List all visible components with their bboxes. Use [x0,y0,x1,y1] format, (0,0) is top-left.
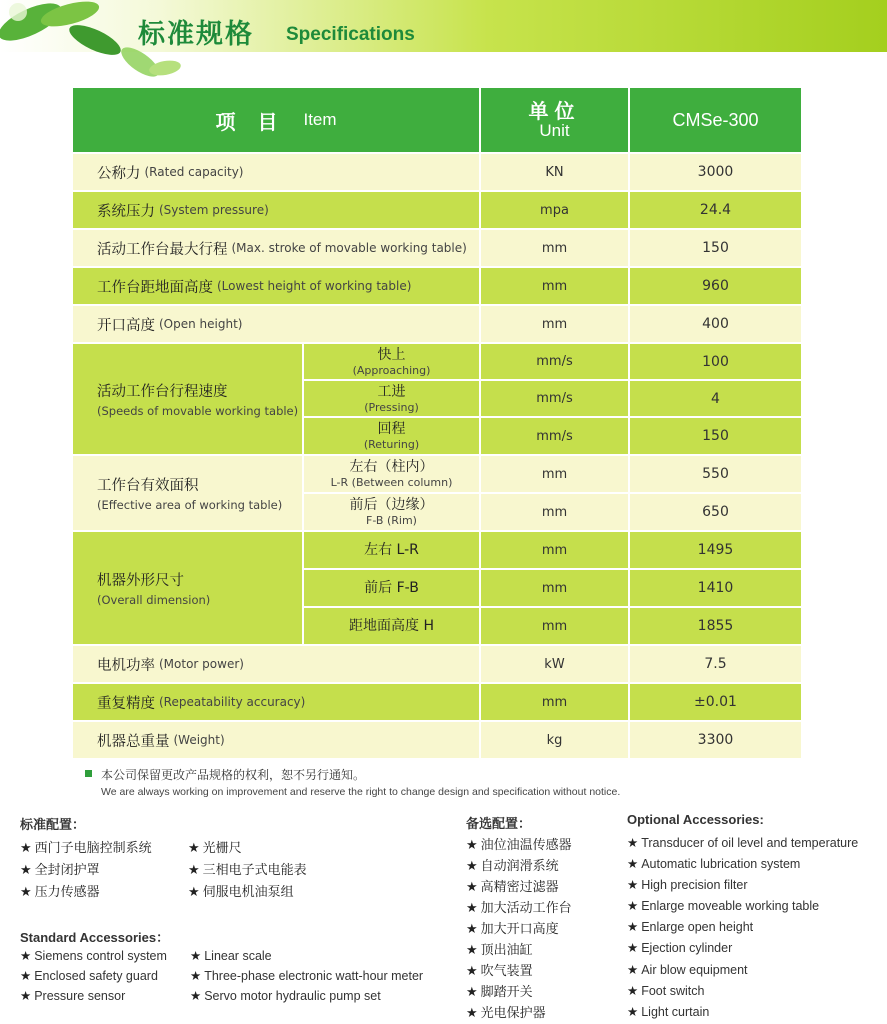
table-row [73,532,801,568]
page-title-cn: 标准规格 [138,19,254,50]
star-bullet-icon: ★ [20,969,32,983]
list-item: ★ 吹气装置 [466,964,533,979]
row-value: 3300 [630,722,801,758]
sub-label-cn: 前后（边缘） [349,497,434,513]
star-bullet-icon: ★ [188,863,200,878]
star-bullet-icon: ★ [466,964,478,979]
star-bullet-icon: ★ [627,836,639,850]
table-row [73,192,801,228]
sub-label-en: L-R (Between column) [330,476,453,489]
table-row [73,306,801,342]
row-value: ±0.01 [630,684,801,720]
row-value: 3000 [630,154,801,190]
list-item: ★ Three-phase electronic watt-hour meter [190,969,424,983]
star-bullet-icon: ★ [20,841,32,856]
row-label-en: (Repeatability accuracy) [159,695,306,709]
row-label-en: (Lowest height of working table) [217,279,412,293]
row-value: 550 [630,456,801,492]
note-en: We are always working on improvement and reserve the right to change design and specification without notice. [101,786,621,798]
row-label-cn: 电机功率 [97,657,155,674]
list-item: ★ 三相电子式电能表 [188,863,307,878]
row-unit: KN [481,154,628,190]
table-header-row [73,88,801,152]
star-bullet-icon: ★ [20,989,32,1003]
list-item: ★ Transducer of oil level and temperature [627,836,859,850]
row-value: 960 [630,268,801,304]
row-unit: mpa [481,192,628,228]
standard-en-title: Standard Accessories： [20,930,170,945]
row-label-cn: 公称力 [97,165,141,182]
list-item: ★ 光电保护器 [466,1006,546,1021]
sub-label-cn: 左右 L-R [364,541,419,558]
star-bullet-icon: ★ [466,901,478,916]
row-value: 100 [630,344,801,379]
row-value: 400 [630,306,801,342]
row-unit: kg [481,722,628,758]
row-label-cn: 重复精度 [97,695,155,712]
row-unit: mm [481,268,628,304]
list-item: ★ 顶出油缸 [466,943,533,958]
sub-label-cn: 左右（柱内） [349,459,434,475]
row-value: 150 [630,230,801,266]
row-label-en: (Max. stroke of movable working table) [231,241,467,255]
table-row [73,494,801,530]
list-item: ★ Linear scale [190,949,272,963]
row-value: 4 [630,381,801,416]
star-bullet-icon: ★ [190,949,202,963]
list-item: ★ 油位油温传感器 [466,838,572,853]
row-label-en: (Motor power) [159,657,244,671]
list-item: ★ Foot switch [627,984,705,998]
row-unit: kW [481,646,628,682]
list-item: ★ Enclosed safety guard [20,969,158,983]
table-row [73,456,801,492]
list-item: ★ Air blow equipment [627,963,748,977]
row-label-cn: 活动工作台最大行程 [97,241,228,258]
star-bullet-icon: ★ [627,1005,639,1019]
sub-label-en: F-B (Rim) [366,514,417,527]
standard-cn-title: 标准配置： [20,818,86,833]
group-label-cn: 活动工作台行程速度 [97,384,228,400]
row-label-cn: 系统压力 [97,203,155,220]
row-value: 650 [630,494,801,530]
list-item: ★ High precision filter [627,878,748,892]
star-bullet-icon: ★ [466,859,478,874]
row-unit: mm/s [481,381,628,416]
list-item: ★ Automatic lubrication system [627,857,801,871]
sub-label-cn: 前后 F-B [364,579,419,596]
star-bullet-icon: ★ [627,878,639,892]
list-item: ★ Enlarge open height [627,920,754,934]
star-bullet-icon: ★ [466,880,478,895]
star-bullet-icon: ★ [466,838,478,853]
star-bullet-icon: ★ [627,920,639,934]
sub-label-cn: 回程 [377,421,406,437]
list-item: ★ Light curtain [627,1005,710,1019]
group-label-cn: 机器外形尺寸 [97,573,184,589]
row-value: 1410 [630,570,801,606]
sub-label-en: (Approaching) [352,363,431,377]
list-item: ★ Pressure sensor [20,989,126,1003]
table-row [73,570,801,606]
row-unit: mm/s [481,344,628,379]
sub-label-cn: 快上 [377,346,406,363]
table-row [73,381,801,416]
header-item-en: Item [303,110,337,129]
row-unit: mm [481,532,628,568]
optional-en-title: Optional Accessories: [627,812,764,827]
row-unit: mm/s [481,418,628,454]
row-label-en: (System pressure) [159,203,269,217]
star-bullet-icon: ★ [466,922,478,937]
star-bullet-icon: ★ [466,943,478,958]
group-label-en: (Speeds of movable working table) [97,404,299,418]
header-unit-cn: 单位 [528,99,581,123]
star-bullet-icon: ★ [188,841,200,856]
table-row [73,230,801,266]
list-item: ★ 西门子电脑控制系统 [20,841,152,856]
row-unit: mm [481,230,628,266]
sub-label-en: (Returing) [363,438,420,451]
list-item: ★ 加大开口高度 [466,922,559,937]
list-item: ★ 高精密过滤器 [466,880,559,895]
list-item: ★ 光栅尺 [188,841,242,856]
table-row [73,608,801,644]
row-value: 1855 [630,608,801,644]
header-unit-cell [481,88,628,152]
star-bullet-icon: ★ [20,949,32,963]
header-unit-en: Unit [539,121,570,140]
row-unit: mm [481,608,628,644]
star-bullet-icon: ★ [627,984,639,998]
row-value: 24.4 [630,192,801,228]
row-value: 150 [630,418,801,454]
list-item: ★ Enlarge moveable working table [627,899,820,913]
list-item: ★ Siemens control system [20,949,167,963]
star-bullet-icon: ★ [190,969,202,983]
row-value: 7.5 [630,646,801,682]
note-cn: 本公司保留更改产品规格的权利，恕不另行通知。 [101,768,366,782]
row-unit: mm [481,570,628,606]
list-item: ★ 全封闭护罩 [20,863,100,878]
row-label-cn: 开口高度 [97,317,155,334]
sub-label-en: (Pressing) [364,400,419,414]
star-bullet-icon: ★ [627,941,639,955]
group-label-en: (Overall dimension) [97,593,211,607]
square-bullet-icon [85,770,92,777]
row-label-en: (Open height) [159,317,243,331]
optional-cn-title: 备选配置： [466,817,532,832]
list-item: ★ 加大活动工作台 [466,901,572,916]
row-unit: mm [481,456,628,492]
header-item-cn: 项目 [215,109,300,134]
row-label-en: (Rated capacity) [144,165,244,179]
row-value: 1495 [630,532,801,568]
table-row [73,344,801,379]
star-bullet-icon: ★ [190,989,202,1003]
list-item: ★ 自动润滑系统 [466,859,559,874]
header-model-cell: CMSe-300 [630,88,801,152]
list-item: ★ Servo motor hydraulic pump set [190,989,381,1003]
star-bullet-icon: ★ [466,1006,478,1021]
table-row [73,418,801,454]
table-row [73,646,801,682]
row-label-cn: 工作台距地面高度 [97,279,213,296]
star-bullet-icon: ★ [627,899,639,913]
header-item-cell [73,88,479,152]
row-label-en: (Weight) [173,733,225,747]
list-item: ★ 压力传感器 [20,885,100,900]
page-title-en: Specifications [286,24,415,45]
star-bullet-icon: ★ [627,963,639,977]
star-bullet-icon: ★ [20,885,32,900]
list-item: ★ 脚踏开关 [466,985,533,1000]
table-row [73,684,801,720]
row-unit: mm [481,306,628,342]
star-bullet-icon: ★ [466,985,478,1000]
group-label-cn: 工作台有效面积 [97,478,199,494]
list-item: ★ Ejection cylinder [627,941,733,955]
star-bullet-icon: ★ [20,863,32,878]
row-label-cn: 机器总重量 [97,733,170,750]
row-unit: mm [481,684,628,720]
group-label-en: (Effective area of working table) [97,498,283,512]
table-row [73,268,801,304]
sub-label-cn: 距地面高度 H [349,617,434,634]
star-bullet-icon: ★ [188,885,200,900]
table-row [73,154,801,190]
table-row [73,722,801,758]
list-item: ★ 伺服电机油泵组 [188,885,294,900]
sub-label-cn: 工进 [377,383,406,400]
row-unit: mm [481,494,628,530]
star-bullet-icon: ★ [627,857,639,871]
